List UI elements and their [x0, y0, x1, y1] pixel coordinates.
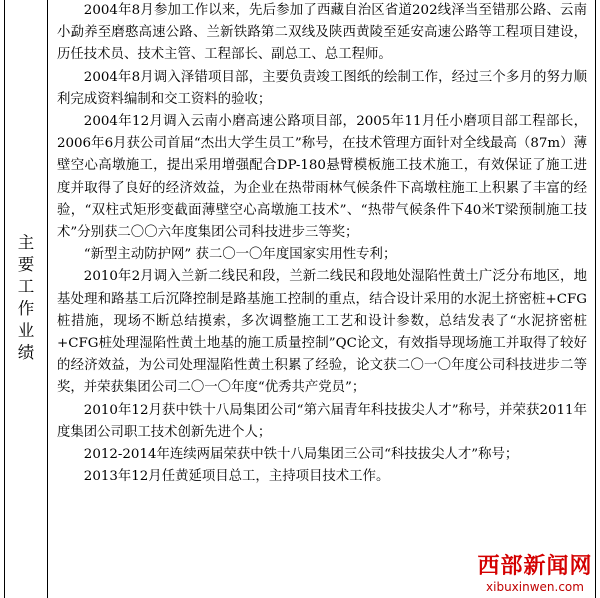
paragraph-patent: “新型主动防护网” 获二〇一〇年度国家实用性专利；	[83, 247, 397, 263]
section-label-cell	[5, 0, 48, 598]
section-label-char: 作	[17, 299, 35, 318]
section-label-char: 业	[17, 321, 35, 340]
paragraph-award-2010: 2010年12月获中铁十八局集团公司“第六届青年科技拔尖人才”称号，并荣获2011年度集团公司职工技术创新先进个人；	[57, 402, 587, 440]
achievement-table	[4, 0, 596, 598]
section-label-char: 要	[17, 255, 35, 274]
achievement-content	[57, 0, 587, 488]
paragraph-zecuo-project: 2004年8月调入泽错项目部，主要负责竣工图纸的绘制工作，经过三个多月的努力顺利完成资料编制和交工资料的验收；	[57, 69, 587, 107]
section-label-char: 工	[17, 277, 35, 296]
watermark-url: xibuxinwen.com	[486, 580, 584, 594]
paragraph-xiaomo-project: 2004年12月调入云南小磨高速公路项目部，2005年11月任小磨项目部工程部长，2006年6月获公司首届“杰出大学生员工”称号，在技术管理方面针对全线最高（87m）薄壁空心高墩施工，提出采用增强配合DP-180悬臂模板施工技术施工，有效保证了施工进度并取得了良好的经济效益，为企业在热带雨林气候条件下高墩柱施工上积累了丰富的经验，“双柱式矩形变截面薄壁空心高墩施工技术”、“热带气候条件下40米T梁预制施工技术”分别获二〇〇六年度集团公司科技进步三等奖；	[57, 114, 587, 241]
paragraph-lanxin-project: 2010年2月调入兰新二线民和段，兰新二线民和段地处湿陷性黄土广泛分布地区，地基处理和路基工后沉降控制是路基施工控制的重点，结合设计采用的水泥土挤密桩+CFG桩措施，现场不断总结摸索，多次调整施工工艺和设计参数，总结发表了“水泥挤密桩+CFG桩处理湿陷性黄土地基的施工质量控制”QC论文，有效指导现场施工并取得了较好的经济效益，为公司处理湿陷性黄土积累了经验，论文获二〇一〇年度公司科技进步二等奖，并荣获集团公司二〇一〇年度“优秀共产党员”；	[57, 269, 587, 396]
paragraph-huangyan-project: 2013年12月任黄延项目总工，主持项目技术工作。	[83, 469, 390, 485]
section-label-char: 绩	[17, 343, 35, 362]
section-label-char: 主	[17, 233, 35, 252]
paragraph-award-2012: 2012-2014年连续两届荣获中铁十八局集团三公司“科技拔尖人才”称号；	[83, 447, 519, 463]
section-label	[13, 232, 39, 364]
paragraph-career-summary: 2004年8月参加工作以来，先后参加了西藏自治区省道202线泽当至错那公路、云南小勐养至磨憨高速公路、兰新铁路第二双线及陕西黄陵至延安高速公路等工程项目建设，历任技术员、技术主管、工程部长、副总工、总工程师。	[57, 3, 587, 63]
watermark-title: 西部新闻网	[477, 554, 593, 579]
site-watermark	[476, 554, 594, 594]
